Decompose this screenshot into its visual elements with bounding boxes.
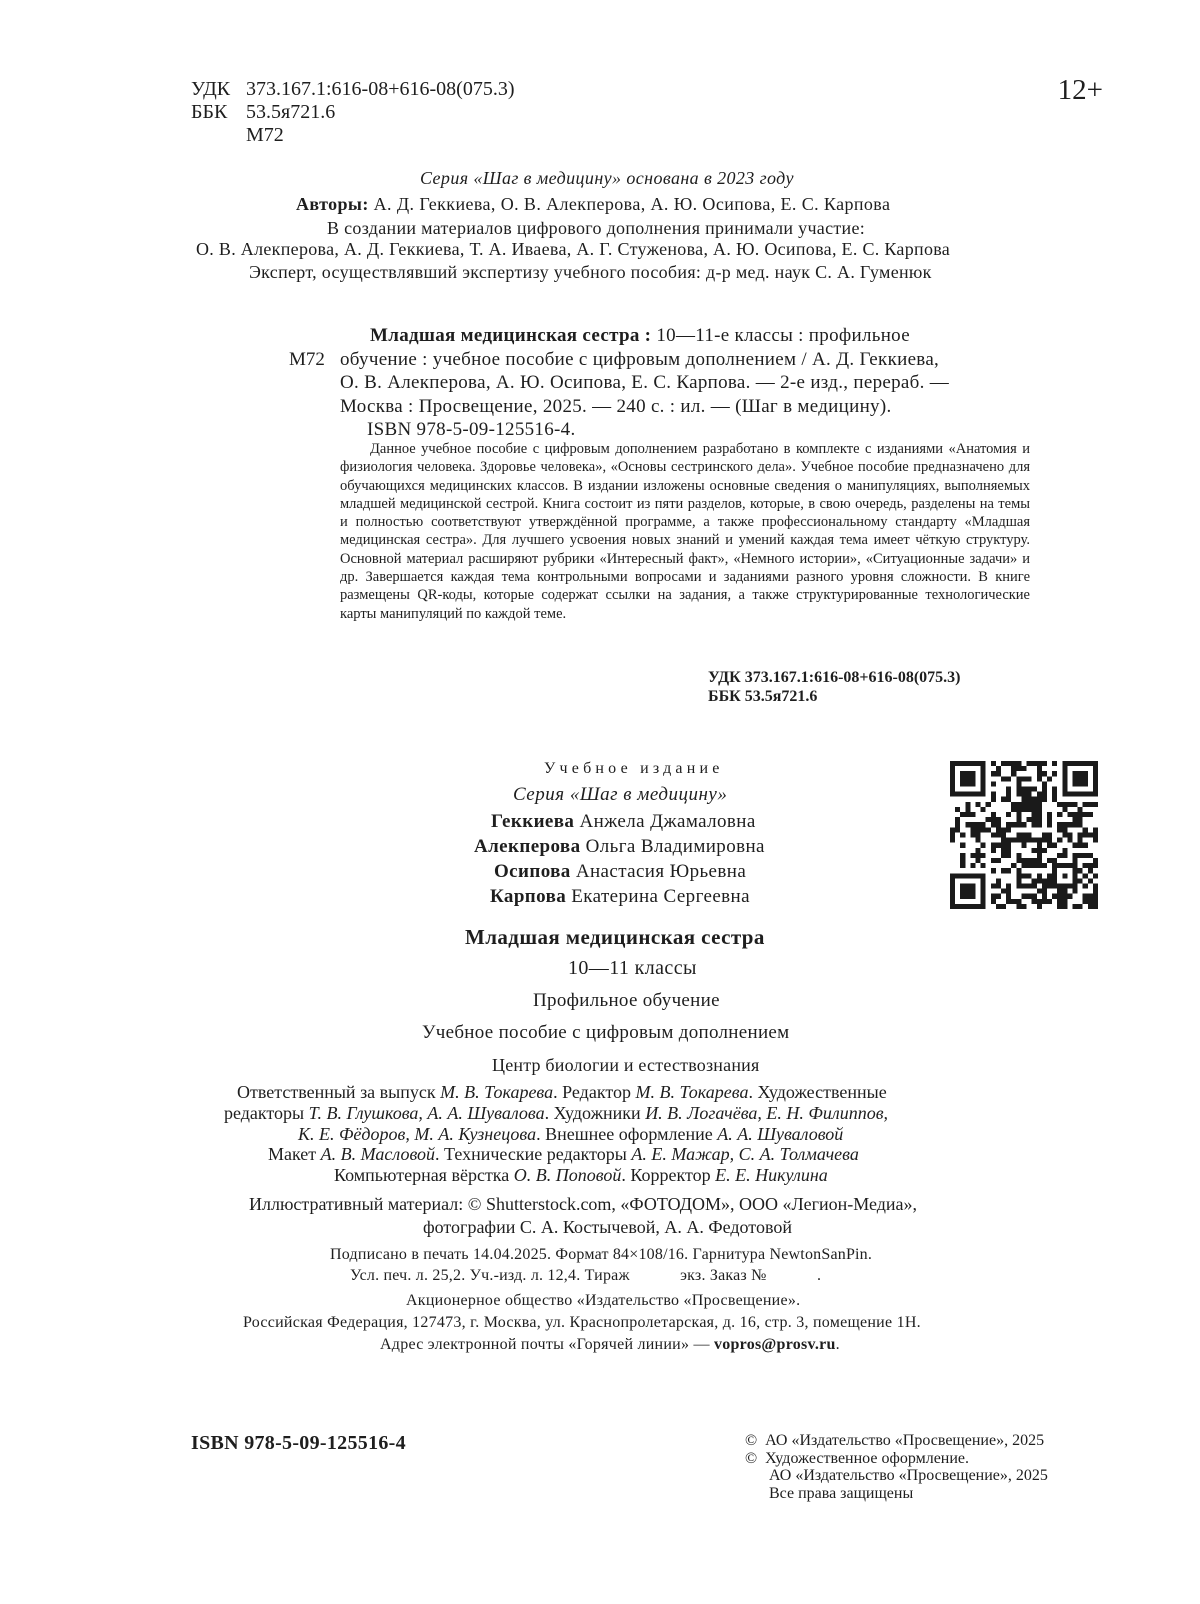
biblio-isbn: ISBN 978-5-09-125516-4. [367, 419, 576, 440]
publisher-info: Акционерное общество «Издательство «Просвещение». Российская Федерация, 127473, г. Москва, ул. Краснопролетарская, д. 16, стр. 3, помещение 1Н. Адрес электронной почты «Горячей линии» — vopros@prosv.ru. [243, 1292, 921, 1353]
copyright: © АО «Издательство «Просвещение», 2025 © Художественное оформление. АО «Издательство «Просвещение», 2025 Все права защищены [745, 1432, 1048, 1502]
abstract: Данное учебное пособие с цифровым дополнением разработано в комплекте с изданиями «Анатомия и физиология человека. Здоровье человека», «Основы сестринского дела». Учебное пособие предназначено для обучающихся медицинских классов. В издании изложены основные сведения о манипуляциях, выполняемых младшей медицинской сестрой. Книга состоит из пяти разделов, которые, в свою очередь, разделены на темы и полностью соответствуют утверждённой программе, а также профессиональному стандарту «Младшая медицинская сестра». Для лучшего усвоения новых знаний и умений каждая тема имеет чёткую структуру. Основной материал расширяют рубрики «Интересный факт», «Немного истории», «Ситуационные задачи» и др. Завершается каждая тема контрольными вопросами и заданиями разного уровня сложности. В книге размещены QR-коды, которые содержат ссылки на задания, а также структурированные технологические карты манипуляций по каждой теме. [340, 441, 1030, 622]
biblio-record: Младшая медицинская сестра : 10—11-е классы : профильное обучение : учебное пособие с цифровым дополнением / А. Д. Геккиева, О. В. Алекперова, А. Ю. Осипова, Е. С. Карпова. — 2-е изд., перераб. — Москва : Просвещение, 2025. — 240 с. : ил. — (Шаг в медицину). ISBN 978-5-09-125516-4. [340, 325, 950, 440]
digital-contrib-line1: В создании материалов цифрового дополнения принимали участие: [327, 218, 866, 238]
digital-contrib-line2: О. В. Алекперова, А. Д. Геккиева, Т. А. Иваева, А. Г. Стуженова, А. Ю. Осипова, Е. С. Карпова [196, 239, 951, 259]
profile: Профильное обучение [533, 990, 720, 1011]
series-note: Серия «Шаг в медицину» основана в 2023 году [420, 168, 794, 188]
age-rating: 12+ [1057, 74, 1103, 106]
print-info: Подписано в печать 14.04.2025. Формат 84×108/16. Гарнитура NewtonSanPin. Усл. печ. л. 25,2. Уч.-изд. л. 12,4. Тираж экз. Заказ № . [330, 1246, 873, 1284]
biblio-mark: М72 [289, 349, 325, 370]
author-full-4: Карпова Екатерина Сергеевна [490, 886, 750, 907]
bbk-label: ББК [191, 101, 228, 123]
udk-label: УДК [191, 78, 231, 100]
book-title: Младшая медицинская сестра [465, 925, 765, 949]
author-full-1: Геккиева Анжела Джамаловна [491, 811, 756, 832]
isbn: ISBN 978-5-09-125516-4 [191, 1432, 406, 1454]
udk-bbk-bottom: УДК 373.167.1:616-08+616-08(075.3) ББК 53.5я721.6 [708, 669, 961, 705]
authors-line: Авторы: А. Д. Геккиева, О. В. Алекперова, А. Ю. Осипова, Е. С. Карпова [296, 194, 891, 214]
manual-type: Учебное пособие с цифровым дополнением [422, 1022, 790, 1043]
qr-code-icon[interactable] [950, 761, 1098, 909]
author-mark: М72 [246, 124, 284, 146]
bbk-value: 53.5я721.6 [246, 101, 336, 123]
biblio-title: Младшая медицинская сестра : [370, 325, 652, 346]
expert-line: Эксперт, осуществлявший экспертизу учебного пособия: д-р мед. наук С. А. Гуменюк [249, 262, 932, 282]
grades: 10—11 классы [568, 957, 697, 979]
hotline-email[interactable]: vopros@prosv.ru [713, 1336, 836, 1353]
center-name: Центр биологии и естествознания [492, 1055, 760, 1075]
author-full-3: Осипова Анастасия Юрьевна [494, 861, 747, 882]
edition-type: Учебное издание [544, 760, 724, 777]
illustrations-credit: Иллюстративный материал: © Shutterstock.com, «ФОТОДОМ», ООО «Легион-Медиа», фотографии С. А. Костычевой, А. А. Федотовой [249, 1194, 918, 1237]
udk-value: 373.167.1:616-08+616-08(075.3) [246, 78, 515, 100]
series-name: Серия «Шаг в медицину» [513, 784, 728, 805]
author-full-2: Алекперова Ольга Владимировна [474, 836, 765, 857]
credits: Ответственный за выпуск М. В. Токарева. Редактор М. В. Токарева. Художественные редакторы Т. В. Глушкова, А. А. Шувалова. Художники И. В. Логачёва, Е. Н. Филиппов, К. Е. Фёдоров, М. А. Кузнецова. Внешнее оформление А. А. Шуваловой Макет А. В. Масловой. Технические редакторы А. Е. Мажар, С. А. Толмачева Компьютерная вёрстка О. В. Поповой. Корректор Е. Е. Никулина [224, 1082, 889, 1186]
classification-codes [191, 78, 514, 147]
